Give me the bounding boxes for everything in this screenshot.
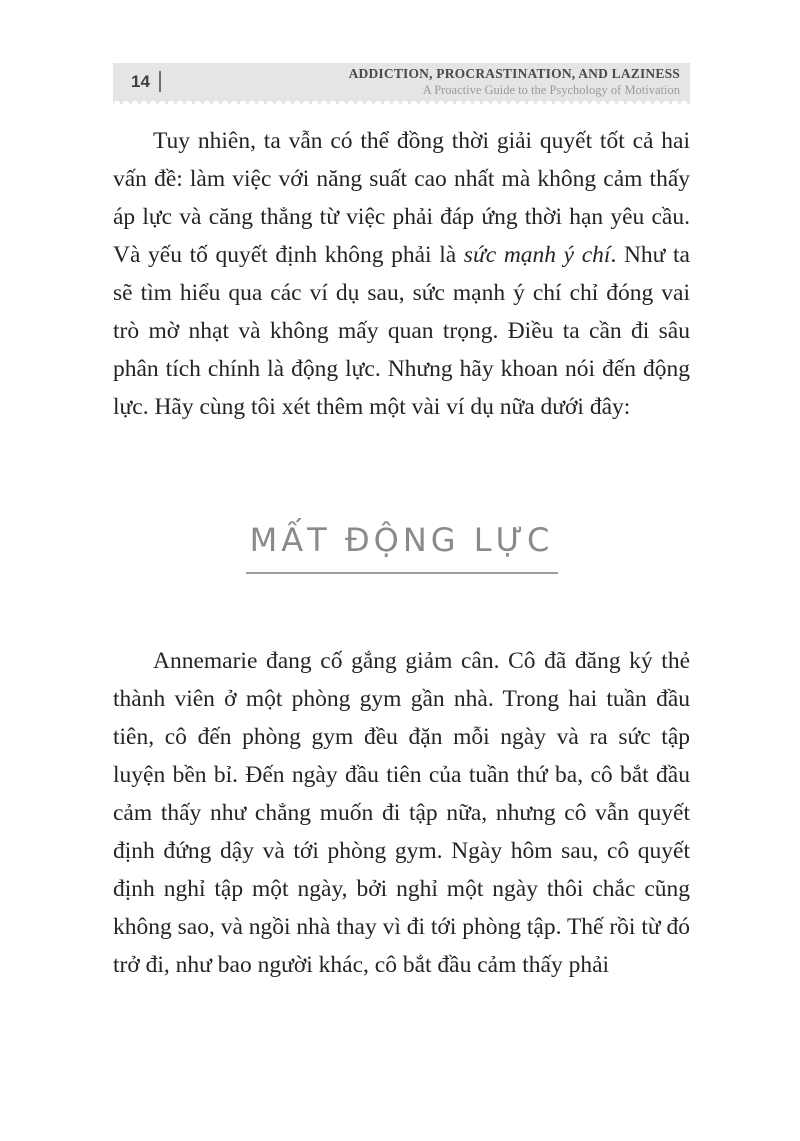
paragraph-1-text-a: Tuy nhiên, ta vẫn có thể đồng thời giải quyết tốt cả hai vấn đề: làm việc với năng suất cao nhất mà không cảm thấy áp lực và căng thẳng từ việc phải đáp ứng thời hạn yêu cầu. Và yếu tố quyết định không phải là bbox=[113, 128, 690, 268]
section-heading-rule bbox=[246, 572, 558, 574]
running-header-titles bbox=[349, 66, 680, 97]
book-title: ADDICTION, PROCRASTINATION, AND LAZINESS bbox=[348, 66, 680, 82]
section-heading-block bbox=[113, 521, 690, 574]
paragraph-2: Annemarie đang cố gắng giảm cân. Cô đã đăng ký thẻ thành viên ở một phòng gym gần nhà. Trong hai tuần đầu tiên, cô đến phòng gym đều đặn mỗi ngày và ra sức tập luyện bền bỉ. Đến ngày đầu tiên của tuần thứ ba, cô bắt đầu cảm thấy như chẳng muốn đi tập nữa, nhưng cô vẫn quyết định đứng dậy và tới phòng gym. Ngày hôm sau, cô quyết định nghỉ tập một ngày, bởi nghỉ một ngày thôi chắc cũng không sao, và ngồi nhà thay vì đi tới phòng tập. Thế rồi từ đó trở đi, như bao người khác, cô bắt đầu cảm thấy phải bbox=[113, 648, 690, 978]
section-heading: MẤT ĐỘNG LỰC bbox=[249, 521, 554, 559]
paragraph-1 bbox=[113, 122, 690, 426]
page-number-group bbox=[131, 71, 161, 92]
paragraph-1-italic-phrase: sức mạnh ý chí bbox=[463, 242, 611, 268]
running-header-inner bbox=[113, 63, 690, 104]
page-number: 14 bbox=[131, 71, 150, 91]
running-header-band bbox=[113, 63, 690, 104]
paragraph-1-text-b: . Như ta sẽ tìm hiểu qua các ví dụ sau, sức mạnh ý chí chỉ đóng vai trò mờ nhạt và không mấy quan trọng. Điều ta cần đi sâu phân tích chính là động lực. Nhưng hãy khoan nói đến động lực. Hãy cùng tôi xét thêm một vài ví dụ nữa dưới đây: bbox=[113, 242, 690, 420]
book-subtitle: A Proactive Guide to the Psychology of Motivation bbox=[422, 82, 680, 97]
page-number-divider bbox=[159, 71, 161, 92]
